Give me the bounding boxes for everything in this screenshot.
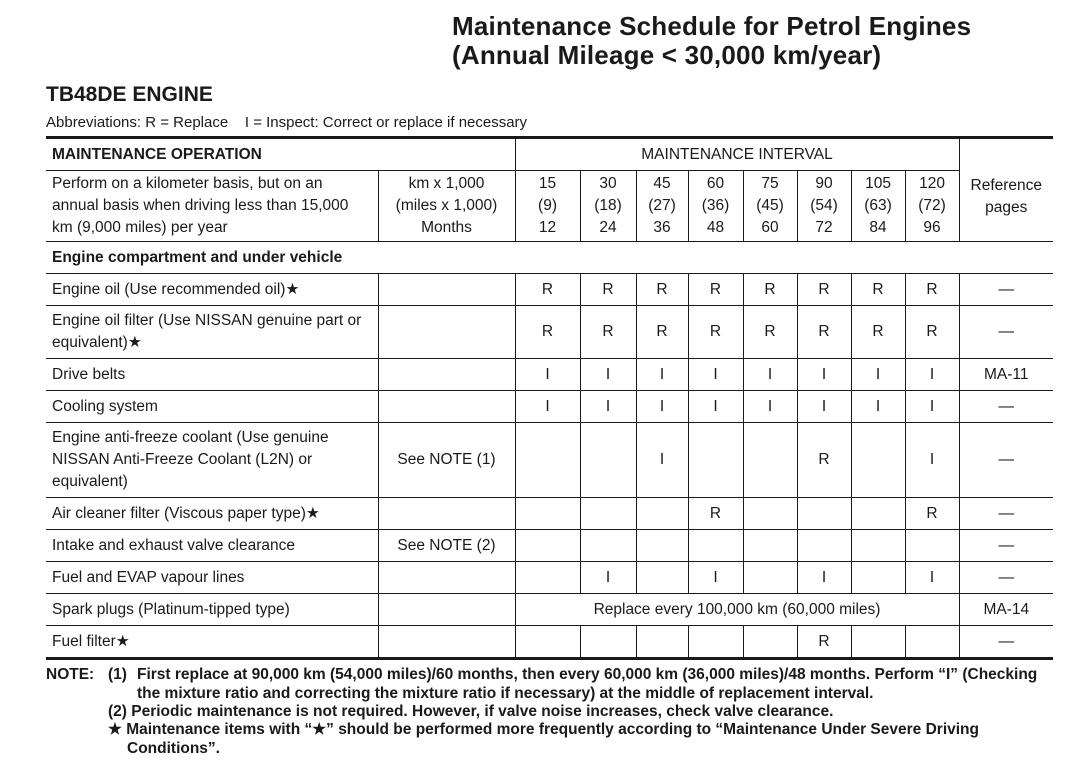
interval-months: 72	[815, 219, 833, 236]
interval-cell	[515, 562, 580, 594]
maintenance-table	[46, 136, 1053, 660]
interval-miles: (27)	[648, 197, 676, 214]
maintenance-item: Spark plugs (Platinum-tipped type)	[46, 594, 378, 626]
interval-cell: R	[636, 306, 688, 359]
units-km: km x 1,000	[408, 175, 485, 192]
interval-km: 105	[865, 175, 891, 192]
interval-cell: R	[905, 274, 959, 306]
note-2: (2) Periodic maintenance is not required. However, if valve noise increases, check valve clearance.	[108, 703, 834, 720]
note-reference	[378, 274, 515, 306]
note-reference	[378, 562, 515, 594]
interval-cell	[580, 423, 636, 498]
interval-cell: I	[515, 359, 580, 391]
interval-cell: R	[905, 498, 959, 530]
reference-page: —	[959, 306, 1053, 359]
interval-months: 96	[923, 219, 941, 236]
interval-km: 45	[653, 175, 671, 192]
interval-column-header	[636, 171, 688, 242]
interval-column-header	[688, 171, 743, 242]
maintenance-item: Fuel and EVAP vapour lines	[46, 562, 378, 594]
interval-cell: R	[688, 274, 743, 306]
interval-cell	[851, 530, 905, 562]
interval-months: 12	[538, 219, 557, 236]
maintenance-item: Cooling system	[46, 391, 378, 423]
interval-cell: I	[580, 391, 636, 423]
note-reference	[378, 306, 515, 359]
interval-cell: I	[580, 359, 636, 391]
interval-cell	[515, 423, 580, 498]
table-row	[46, 626, 1053, 659]
interval-cell	[797, 498, 851, 530]
interval-cell	[636, 626, 688, 659]
note-reference: See NOTE (1)	[378, 423, 515, 498]
reference-page: —	[959, 423, 1053, 498]
interval-cell: R	[515, 306, 580, 359]
interval-cell: R	[797, 423, 851, 498]
interval-cell	[688, 626, 743, 659]
interval-cell	[905, 530, 959, 562]
maintenance-item: Air cleaner filter (Viscous paper type)★	[46, 498, 378, 530]
interval-cell: R	[743, 274, 797, 306]
interval-cell: I	[636, 423, 688, 498]
maintenance-item: Fuel filter★	[46, 626, 378, 659]
interval-cell: I	[905, 562, 959, 594]
interval-cell	[905, 626, 959, 659]
title-line-1: Maintenance Schedule for Petrol Engines	[452, 11, 972, 41]
maintenance-item: Engine anti-freeze coolant (Use genuine NISSAN Anti-Freeze Coolant (L2N) or equivalent)	[46, 423, 378, 498]
interval-cell: R	[688, 498, 743, 530]
interval-cell: I	[797, 562, 851, 594]
interval-months: 60	[761, 219, 779, 236]
interval-cell: R	[851, 306, 905, 359]
interval-cell: R	[797, 626, 851, 659]
interval-months: 84	[869, 219, 887, 236]
interval-cell	[636, 530, 688, 562]
interval-cell: I	[797, 359, 851, 391]
table-row	[46, 306, 1053, 359]
basis-description: Perform on a kilometer basis, but on an annual basis when driving less than 15,000 km (9,000 miles) per year	[46, 171, 378, 242]
maintenance-interval-header: MAINTENANCE INTERVAL	[515, 138, 959, 171]
interval-cell	[688, 530, 743, 562]
maintenance-operation-header: MAINTENANCE OPERATION	[46, 138, 515, 171]
interval-cell: I	[905, 423, 959, 498]
interval-cell: R	[580, 274, 636, 306]
interval-cell: I	[743, 391, 797, 423]
interval-cell: R	[515, 274, 580, 306]
interval-cell	[515, 626, 580, 659]
section-heading: Engine compartment and under vehicle	[46, 242, 1053, 274]
interval-km: 60	[706, 175, 725, 192]
interval-cell	[580, 530, 636, 562]
interval-column-header	[797, 171, 851, 242]
interval-cell	[743, 626, 797, 659]
reference-page: —	[959, 391, 1053, 423]
engine-heading: TB48DE ENGINE	[46, 83, 213, 106]
interval-cell: R	[905, 306, 959, 359]
maintenance-item: Drive belts	[46, 359, 378, 391]
interval-cell	[688, 423, 743, 498]
units-cell	[378, 171, 515, 242]
interval-cell: I	[851, 359, 905, 391]
reference-page: —	[959, 530, 1053, 562]
interval-miles: (45)	[756, 197, 784, 214]
title-line-2: (Annual Mileage < 30,000 km/year)	[452, 40, 882, 70]
interval-km: 30	[599, 175, 617, 192]
reference-page: —	[959, 274, 1053, 306]
interval-miles: (72)	[918, 197, 946, 214]
interval-cell	[797, 530, 851, 562]
interval-cell: R	[688, 306, 743, 359]
interval-cell: R	[636, 274, 688, 306]
note-reference	[378, 626, 515, 659]
interval-span-text: Replace every 100,000 km (60,000 miles)	[515, 594, 959, 626]
interval-miles: (63)	[864, 197, 892, 214]
interval-cell	[743, 498, 797, 530]
reference-pages-header: Reference pages	[959, 138, 1053, 242]
interval-cell	[743, 423, 797, 498]
units-miles: (miles x 1,000)	[395, 197, 498, 214]
note-label: NOTE:	[46, 666, 95, 683]
interval-cell: I	[636, 391, 688, 423]
interval-miles: (18)	[594, 197, 622, 214]
table-row	[46, 423, 1053, 498]
interval-cell: I	[905, 391, 959, 423]
note-reference	[378, 498, 515, 530]
interval-cell: R	[797, 274, 851, 306]
interval-cell: R	[580, 306, 636, 359]
interval-cell: I	[851, 391, 905, 423]
interval-cell	[515, 530, 580, 562]
interval-cell: I	[515, 391, 580, 423]
interval-km: 75	[761, 175, 779, 192]
interval-column-header	[515, 171, 580, 242]
units-months: Months	[421, 219, 472, 236]
reference-page: —	[959, 626, 1053, 659]
table-row	[46, 594, 1053, 626]
interval-cell: I	[743, 359, 797, 391]
note-reference	[378, 391, 515, 423]
interval-months: 36	[653, 219, 671, 236]
interval-months: 24	[599, 219, 617, 236]
table-row	[46, 359, 1053, 391]
note-reference	[378, 594, 515, 626]
table-row	[46, 562, 1053, 594]
interval-column-header	[743, 171, 797, 242]
interval-cell	[851, 562, 905, 594]
table-row	[46, 498, 1053, 530]
abbreviations: Abbreviations: R = Replace I = Inspect: Correct or replace if necessary	[46, 114, 528, 131]
interval-cell: I	[688, 391, 743, 423]
interval-cell	[851, 423, 905, 498]
interval-cell: R	[743, 306, 797, 359]
note-1-text: First replace at 90,000 km (54,000 miles)/60 months, then every 60,000 km (36,000 miles)/48 months. Perform “I” (Checking the mixture ratio and correcting the mixture ratio if necessary) at the middle of replacement interval.	[137, 666, 1038, 702]
interval-cell	[515, 498, 580, 530]
note-3-text: ★ Maintenance items with “★” should be performed more frequently according to “Maintenance Under Severe Driving Conditions”.	[108, 721, 979, 757]
interval-km: 15	[538, 175, 557, 192]
interval-cell: R	[797, 306, 851, 359]
page-title	[452, 12, 971, 70]
reference-page: —	[959, 498, 1053, 530]
interval-cell: I	[688, 562, 743, 594]
reference-page: —	[959, 562, 1053, 594]
reference-page: MA-11	[959, 359, 1053, 391]
interval-cell	[851, 626, 905, 659]
note-reference: See NOTE (2)	[378, 530, 515, 562]
interval-miles: (9)	[538, 197, 557, 214]
interval-miles: (36)	[701, 197, 730, 214]
interval-cell: I	[580, 562, 636, 594]
interval-cell	[580, 626, 636, 659]
interval-cell	[580, 498, 636, 530]
interval-km: 90	[815, 175, 833, 192]
table-row	[46, 391, 1053, 423]
table-row	[46, 530, 1053, 562]
interval-column-header	[851, 171, 905, 242]
interval-column-header	[580, 171, 636, 242]
note-reference	[378, 359, 515, 391]
maintenance-item: Engine oil filter (Use NISSAN genuine part or equivalent)★	[46, 306, 378, 359]
interval-cell: I	[636, 359, 688, 391]
interval-cell	[743, 562, 797, 594]
interval-cell: I	[905, 359, 959, 391]
interval-cell: I	[797, 391, 851, 423]
interval-cell: I	[688, 359, 743, 391]
interval-cell	[636, 562, 688, 594]
interval-column-header	[905, 171, 959, 242]
interval-cell	[743, 530, 797, 562]
table-row	[46, 274, 1053, 306]
maintenance-item: Engine oil (Use recommended oil)★	[46, 274, 378, 306]
interval-miles: (54)	[810, 197, 838, 214]
maintenance-item: Intake and exhaust valve clearance	[46, 530, 378, 562]
interval-cell	[636, 498, 688, 530]
interval-cell	[851, 498, 905, 530]
interval-months: 48	[706, 219, 725, 236]
interval-cell: R	[851, 274, 905, 306]
note-3	[108, 721, 1056, 758]
reference-page: MA-14	[959, 594, 1053, 626]
note-1	[108, 666, 1056, 703]
interval-km: 120	[919, 175, 945, 192]
note-1-number: (1)	[108, 666, 127, 683]
